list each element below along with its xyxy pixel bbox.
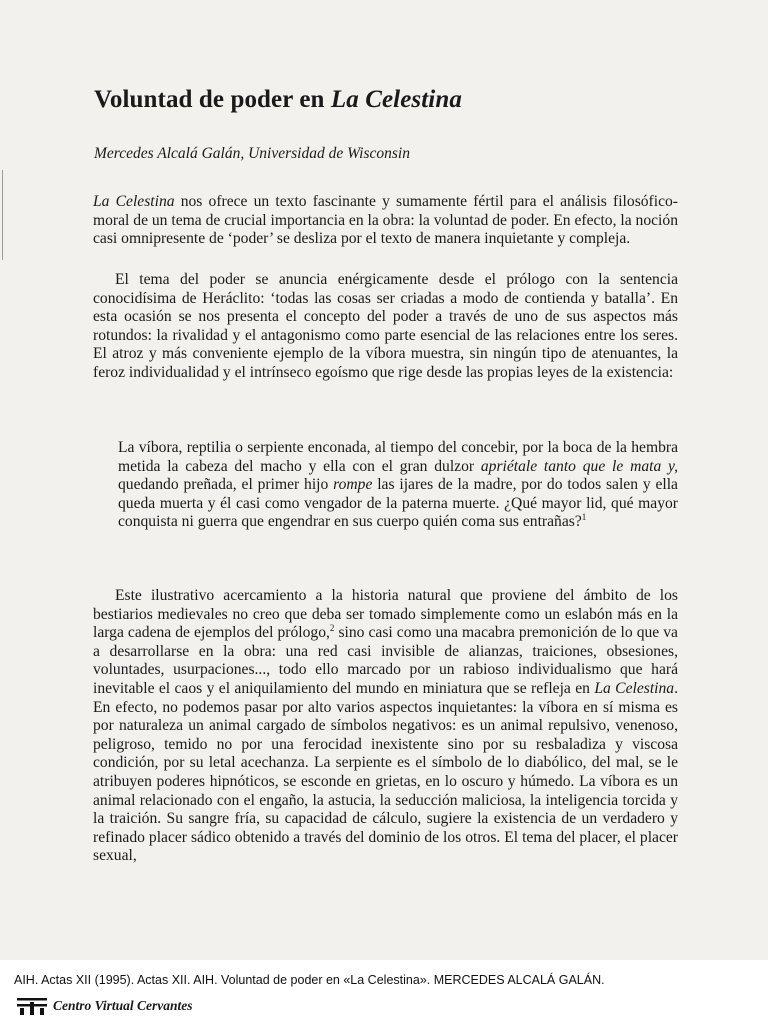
p3-text-2: sino casi como una macabra premonición de lo que va a desarrollarse en la obra: una red casi invisible de alianzas, traiciones, obsesiones, voluntades, usurpaciones..., todo ello marcado por un rabioso individualismo que hará inevitable el caos y el aniquilamiento del mundo en miniatura que se refleja en bbox=[93, 624, 678, 697]
paragraph-2: El tema del poder se anuncia enérgicamente desde el prólogo con la sentencia conocidísima de Heráclito: ‘todas las cosas ser criadas a modo de contienda y batalla’. En esta ocasión se nos presenta el concepto del poder a través de uno de sus aspectos más rotundos: la rivalidad y el antagonismo como parte esencial de las relaciones entre los seres. El atroz y más conveniente ejemplo de la víbora muestra, sin ningún tipo de atenuantes, la feroz individualidad y el intrínseco egoísmo que rige desde las propias leyes de la existencia: bbox=[93, 271, 678, 381]
p3-text-1: Este ilustrativo acercamiento a la historia natural que proviene del ámbito de los bestiarios medievales no creo que deba ser tomado simplemente como un eslabón más en la larga cadena de ejemplos del prólogo, bbox=[93, 587, 678, 642]
article-title bbox=[94, 86, 462, 114]
footnote-ref-1[interactable]: 1 bbox=[581, 512, 587, 523]
cvc-logo-icon[interactable] bbox=[16, 996, 48, 1016]
title-main: Voluntad de poder en bbox=[94, 86, 331, 113]
source-name[interactable]: Centro Virtual Cervantes bbox=[53, 998, 193, 1013]
citation-line: AIH. Actas XII (1995). Actas XII. AIH. Voluntad de poder en «La Celestina». MERCEDES ALCALÁ GALÁN. bbox=[14, 973, 605, 987]
quote-text-1: La víbora, reptilia o serpiente enconada, al tiempo del concebir, por la boca de la hembra metida la cabeza del macho y ella con el gran dulzor bbox=[118, 439, 678, 475]
p3-italic-title: La Celestina bbox=[594, 679, 675, 697]
p1-italic-title: La Celestina bbox=[93, 193, 175, 210]
paragraph-1 bbox=[93, 193, 678, 249]
quote-italic-2: rompe bbox=[333, 476, 373, 494]
author-line: Mercedes Alcalá Galán, Universidad de Wisconsin bbox=[94, 145, 410, 162]
footnote-ref-2[interactable]: 2 bbox=[329, 623, 335, 633]
scan-edge-mark bbox=[2, 170, 3, 260]
p3-text-3: . En efecto, no podemos pasar por alto varios aspectos inquietantes: la víbora en sí misma es por naturaleza un animal cargado de símbolos negativos: es un animal repulsivo, venenoso, peligroso, temido no por una ferocidad inexistente sino por su resbaladiza y viscosa condición, por su letal acechanza. La serpiente es el símbolo de lo diabólico, del mal, se le atribuyen poderes hipnóticos, se esconde en grietas, en lo oscuro y húmedo. La víbora es un animal relacionado con el engaño, la astucia, la seducción maliciosa, la inteligencia torcida y la traición. Su sangre fría, su capacidad de cálculo, sugiere la existencia de un verdadero y refinado placer sádico obtenido a través del dominio de los otros. El tema del placer, el placer sexual, bbox=[93, 679, 678, 865]
quote-italic-1: apriétale tanto que le mata y, bbox=[480, 457, 678, 475]
p1-text: nos ofrece un texto fascinante y sumamente fértil para el análisis filosófico-moral de un tema de crucial importancia en la obra: la voluntad de poder. En efecto, la noción casi omnipresente de ‘poder’ se desliza por el texto de manera inquietante y compleja. bbox=[93, 193, 678, 248]
block-quote bbox=[118, 439, 678, 532]
paragraph-3 bbox=[93, 587, 678, 866]
title-italic: La Celestina bbox=[330, 86, 462, 113]
quote-text-3: las ijares de la madre, por do todos salen y ella queda muerta y él casi como vengador de la paterna muerte. ¿Qué mayor lid, qué mayor conquista ni guerra que engendrar en sus cuerpo quién coma sus entrañas? bbox=[118, 476, 678, 531]
quote-text-2: quedando preñada, el primer hijo bbox=[118, 476, 334, 494]
